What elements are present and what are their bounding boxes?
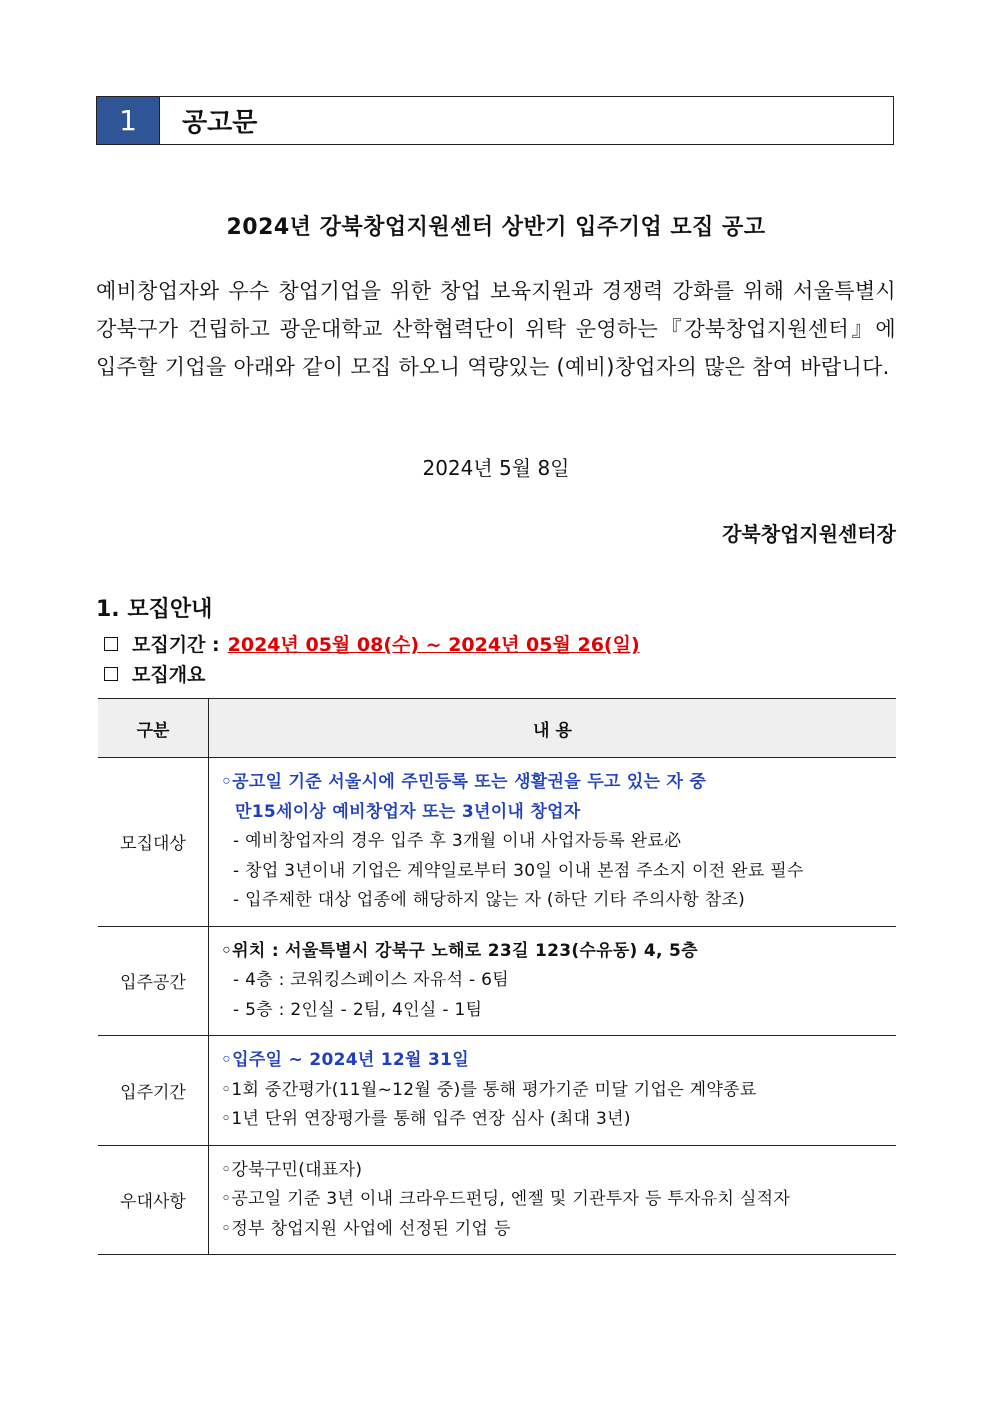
content-line: - 예비창업자의 경우 입주 후 3개월 이내 사업자등록 완료必 [233,831,682,851]
content-line: - 입주제한 대상 업종에 해당하지 않는 자 (하단 기타 주의사항 참조) [233,890,746,910]
content-line: ◦1회 중간평가(11월~12월 중)를 통해 평가기준 미달 기업은 계약종료 [221,1079,757,1100]
row-label: 입주공간 [98,926,209,1036]
content-line: 만15세이상 예비창업자 또는 3년이내 창업자 [235,801,581,822]
table-header-row [98,699,896,758]
content-line: ◦입주일 ~ 2024년 12월 31일 [221,1050,469,1070]
content-line: - 4층 : 코워킹스페이스 자유석 - 6팀 [233,970,510,990]
row-content [209,758,897,927]
table-row [98,1145,896,1255]
row-content [209,1036,897,1146]
recruitment-overview-line [104,660,205,687]
content-line: ◦강북구민(대표자) [221,1159,363,1180]
table-row [98,926,896,1036]
content-line: - 창업 3년이내 기업은 계약일로부터 30일 이내 본점 주소지 이전 완료 필수 [233,860,804,881]
signer: 강북창업지원센터장 [722,522,896,546]
checkbox-icon [104,667,118,681]
header-content: 내 용 [209,699,897,758]
document-title: 2024년 강북창업지원센터 상반기 입주기업 모집 공고 [226,215,766,240]
header-category: 구분 [98,699,209,758]
content-line: ◦정부 창업지원 사업에 선정된 기업 등 [221,1218,511,1239]
overview-table [98,698,896,1255]
content-line: - 5층 : 2인실 - 2팀, 4인실 - 1팀 [233,999,483,1020]
period-value: 2024년 05월 08(수) ~ 2024년 05월 26(일) [227,634,640,656]
overview-label: 모집개요 [132,664,206,686]
content-line: ◦공고일 기준 서울시에 주민등록 또는 생활권을 두고 있는 자 중 [221,772,707,792]
row-content [209,1145,897,1255]
intro-paragraph: 예비창업자와 우수 창업기업을 위한 창업 보육지원과 경쟁력 강화를 위해 서울특별시 강북구가 건립하고 광운대학교 산학협력단이 위탁 운영하는『강북창업지원센터』에 입주할 기업을 아래와 같이 모집 하오니 역량있는 (예비)창업자의 많은 참여 바랍니다. [96,279,896,379]
section-title: 공고문 [159,97,257,144]
row-label: 모집대상 [98,758,209,927]
row-label: 우대사항 [98,1145,209,1255]
period-label: 모집기간 : [132,634,220,656]
table-row [98,1036,896,1146]
announcement-date: 2024년 5월 8일 [422,456,570,480]
table-row [98,758,896,927]
row-content [209,926,897,1036]
row-label: 입주기간 [98,1036,209,1146]
content-line: ◦1년 단위 연장평가를 통해 입주 연장 심사 (최대 3년) [221,1109,631,1129]
recruitment-period-line [104,630,640,657]
content-line: ◦공고일 기준 3년 이내 크라우드펀딩, 엔젤 및 기관투자 등 투자유치 실적자 [221,1189,791,1209]
checkbox-icon [104,637,118,651]
recruitment-guide-heading: 1. 모집안내 [96,597,213,622]
section-header [96,96,894,145]
content-line: ◦위치 : 서울특별시 강북구 노해로 23길 123(수유동) 4, 5층 [221,940,698,961]
section-number: 1 [97,97,159,144]
